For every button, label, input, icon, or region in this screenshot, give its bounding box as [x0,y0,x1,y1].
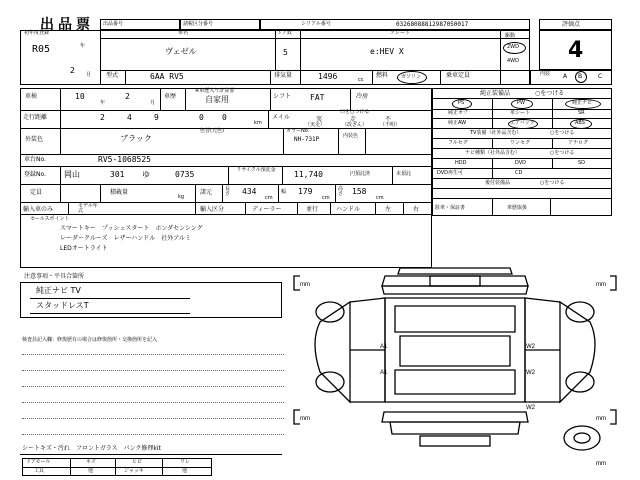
top-body [385,298,525,402]
first-reg-value: R05 [32,44,51,55]
usage-label: 車歴 [164,93,177,100]
length-label: 長さ [225,186,231,197]
footer-value-3: ジャッキ [124,468,144,474]
length-value: 434 [242,187,257,196]
width-label: 幅 [281,189,287,195]
mm-bottom-left: mm [300,416,310,422]
height-label: 高さ [338,186,344,197]
tax-group-label: 諸税区分番号 [183,21,214,27]
tv-note: ○をつける [550,130,575,136]
capacity-label: 定員 [30,189,43,196]
color-change-label: 色替(元色) [200,128,224,134]
grade-value: e:HEV X [370,47,404,56]
meter-note: 口を○つける [340,109,370,115]
equip-aw: 純正AW [448,120,467,126]
navi-title: ナビ種類（社外品含む） [465,150,521,156]
meter-label: メイル [272,114,290,121]
import-type-left: 左 [385,206,392,213]
doors-label: ドア数 [277,30,292,36]
meter-sub-2: （改ざん） [342,122,368,128]
mileage-digit-4: 0 [199,113,204,122]
mark-w2-lower: W2 [526,370,535,376]
inspection-year-unit: 年 [100,100,106,106]
recycle-label: リサイクル預託金 [236,167,276,173]
interior-b: B [578,73,583,80]
parking-label: 駐車・保証書 [435,205,466,211]
inspection-label: 車検 [25,93,38,100]
mark-a1-lower: A1 [380,370,388,376]
plate-class: 301 [110,170,125,179]
equipment-note: ○をつける [535,90,565,97]
drive-2wd: 2WD [507,44,519,50]
mark-a1-upper: A1 [380,344,388,350]
footer-label-2: キズ [86,459,96,465]
equip-option: 純正オプ [448,110,468,116]
exhibit-no-cell [100,19,180,30]
navi-note: ○をつける [550,150,575,156]
mileage-digit-2: 4 [127,113,132,122]
tv-title: TV装備（社外品含む） [470,130,522,136]
footer-label-3: ヒビ [132,459,143,465]
year-unit: 年 [80,43,86,49]
notes-line-1: 純正ナビ TV [36,286,81,295]
tv-analog: アナログ [568,140,589,146]
mileage-digit-1: 2 [100,113,105,122]
mm-bottom-right: mm [596,416,606,422]
equip-leather: 革シート [510,110,531,116]
drive-label: 駆動 [505,33,516,39]
mark-w2-rear: W2 [526,405,535,411]
import-type-handle: ハンドル [336,206,361,213]
roof [400,336,510,366]
serial-value: 03268088812987050017 [396,21,469,28]
recycle-status: 未預託 [396,171,412,177]
mark-w2-upper: W2 [526,344,535,350]
recycle-unit: 円預託済 [350,171,371,177]
color-no-label: カラーNo. [286,128,310,134]
mm-top-left: mm [300,282,310,288]
meter-option-1: 実 [316,116,323,123]
first-reg-label: 初年度登録 [24,30,50,36]
front-hood [382,276,528,286]
model-label: 型式 [106,72,119,79]
import-label: 輸入車のみ [23,206,54,213]
grade-label: グレード [390,30,411,36]
after-title: 後付装備品 [485,180,511,186]
import-type-parallel: 並行 [306,206,319,213]
car-name-label: 車名 [178,30,189,36]
chassis-label: 車台No. [24,156,46,163]
equip-ps: PS [458,100,465,106]
tv-oneseg: ワンセグ [510,140,531,146]
spare-tire [564,426,600,450]
import-type-dealer: ディーラー [252,206,282,213]
tax-group-cell [180,19,260,30]
import-type-right: 右 [413,206,420,213]
meter-sub-3: （不明） [380,122,401,128]
usage-value: 自家用 [205,95,229,104]
doors-value: 5 [283,48,288,57]
bracket-top-right [610,276,616,290]
footer-value-2: 他 [88,468,94,474]
rear-plate [420,436,490,446]
equip-abs: ABS [575,120,585,126]
dvd-label: DVD再生可 [437,170,464,176]
height-value: 158 [352,187,367,196]
navi-sd: SD [578,160,586,166]
serial-label: シリアル番号 [301,21,331,27]
import-type-label: 輸入区分 [200,206,225,213]
bracket-bottom-right [610,410,616,424]
model-year-label: モデル年式 [78,203,98,214]
inspection-year: 10 [75,92,85,101]
month-unit: 月 [86,72,92,78]
width-value: 179 [298,187,313,196]
interior-a: A [563,73,568,80]
mm-spare: mm [596,461,606,467]
navi-dvd: DVD [515,160,527,166]
mileage-label: 走行距離 [23,114,48,121]
plate-number: 0735 [175,170,195,179]
footer-label-1: ドアモール [26,459,51,465]
size-label: 諸元 [200,189,213,196]
chassis-value: RV5-1068525 [98,155,151,164]
right-side-front [560,302,595,402]
load-label: 積載量 [110,189,129,196]
rear-window [395,370,515,394]
interior-label: 内装 [540,71,551,77]
left-side-front [315,302,350,402]
recycle-value: 11,740 [294,170,323,179]
bottom-note: シートキズ・汚れ フロントガラス パンク修理kit [22,445,161,452]
displacement-label: 排気量 [274,72,293,79]
car-name-value: ヴェゼル [165,47,197,56]
rear-bumper [382,412,528,422]
displacement-value: 1496 [318,72,338,81]
car-damage-diagram [290,262,630,477]
first-reg-month: 2 [70,66,75,75]
seats-label: 乗車定員 [446,72,471,79]
equip-airbag: エアバッグ [510,120,535,126]
meter-option-3: 不 [385,116,392,123]
footer-label-4: ワレ [180,459,191,465]
usage-note: ※車歴入り計算要 [195,88,235,94]
meter-sub-1: （実走） [305,122,326,128]
footer-value-1: 工具 [34,468,45,474]
color-no-value: NH-731P [294,136,320,143]
shift-label: シフト [273,93,292,100]
navi-hdd: HDD [455,160,467,166]
meter-option-2: 走 [350,116,357,123]
wheel-front-right [566,302,594,322]
footer-value-4: 他 [182,468,188,474]
mileage-digit-5: 0 [222,113,227,122]
mileage-digit-3: 9 [154,113,159,122]
fuel-label: 燃料 [376,72,389,79]
color-value: ブラック [120,134,152,143]
grade-score-cell [539,30,612,70]
grade-score-value: 4 [568,38,584,63]
length-unit: cm [265,195,273,201]
grade-score-label: 評価点 [562,21,581,28]
mm-top-right: mm [596,282,606,288]
inner-color-label: 内装色 [343,133,359,139]
displacement-unit: cc [358,77,364,83]
sales-point-label: セールスポイント [30,216,70,222]
load-unit: kg [178,194,185,200]
dvd-value: CD [515,170,523,176]
notes-line-2: スタッドレスT [36,301,89,310]
windshield [395,306,515,332]
document-title: 出品票 [40,17,94,33]
sales-point-1: スマートキー プッシュスタート ホンダセンシング [60,225,203,232]
inspector-title: 検査員記入欄：修復歴有の場合は修復箇所・交換箇所を記入 [22,337,158,343]
drive-4wd: 4WD [507,58,519,64]
sales-point-2: レーダークルーズ レザーハンドル 社外アルミ [60,235,191,242]
mileage-unit: km [254,120,262,126]
grade-score-header [539,19,612,30]
notes-title: 注意事項・平具合箇所 [24,273,85,280]
plate-label: 登録No. [24,171,46,178]
front-roof [398,268,512,274]
height-unit: cm [376,195,384,201]
sales-point-3: LEDオートライト [60,245,108,252]
plate-kana: ゆ [142,170,150,179]
ac-label: 冷房 [356,93,369,100]
interior-c: C [598,73,603,80]
equipment-title: 純正装備品 [480,90,511,97]
after-note: ○をつける [540,180,565,186]
equip-navi: 純正ナビ [572,100,593,106]
width-unit: cm [322,195,330,201]
wheel-front-left [316,302,344,322]
color-label: 外装色 [25,136,44,143]
equip-sr: SR [578,110,585,116]
plate-area: 岡山 [64,170,80,179]
fuel-value: ガソリン [401,74,422,80]
inspection-month-unit: 月 [150,100,156,106]
model-value: 6AA RV5 [150,72,184,81]
shift-value: FAT [310,93,325,102]
serial-cell [260,19,530,30]
tv-fullseg: フルセグ [448,140,468,146]
equip-pw: PW [517,100,525,106]
exhibit-no-label: 出品番号 [103,21,124,27]
record-label: 車歴取扱 [507,205,528,211]
inspection-month: 2 [125,92,130,101]
